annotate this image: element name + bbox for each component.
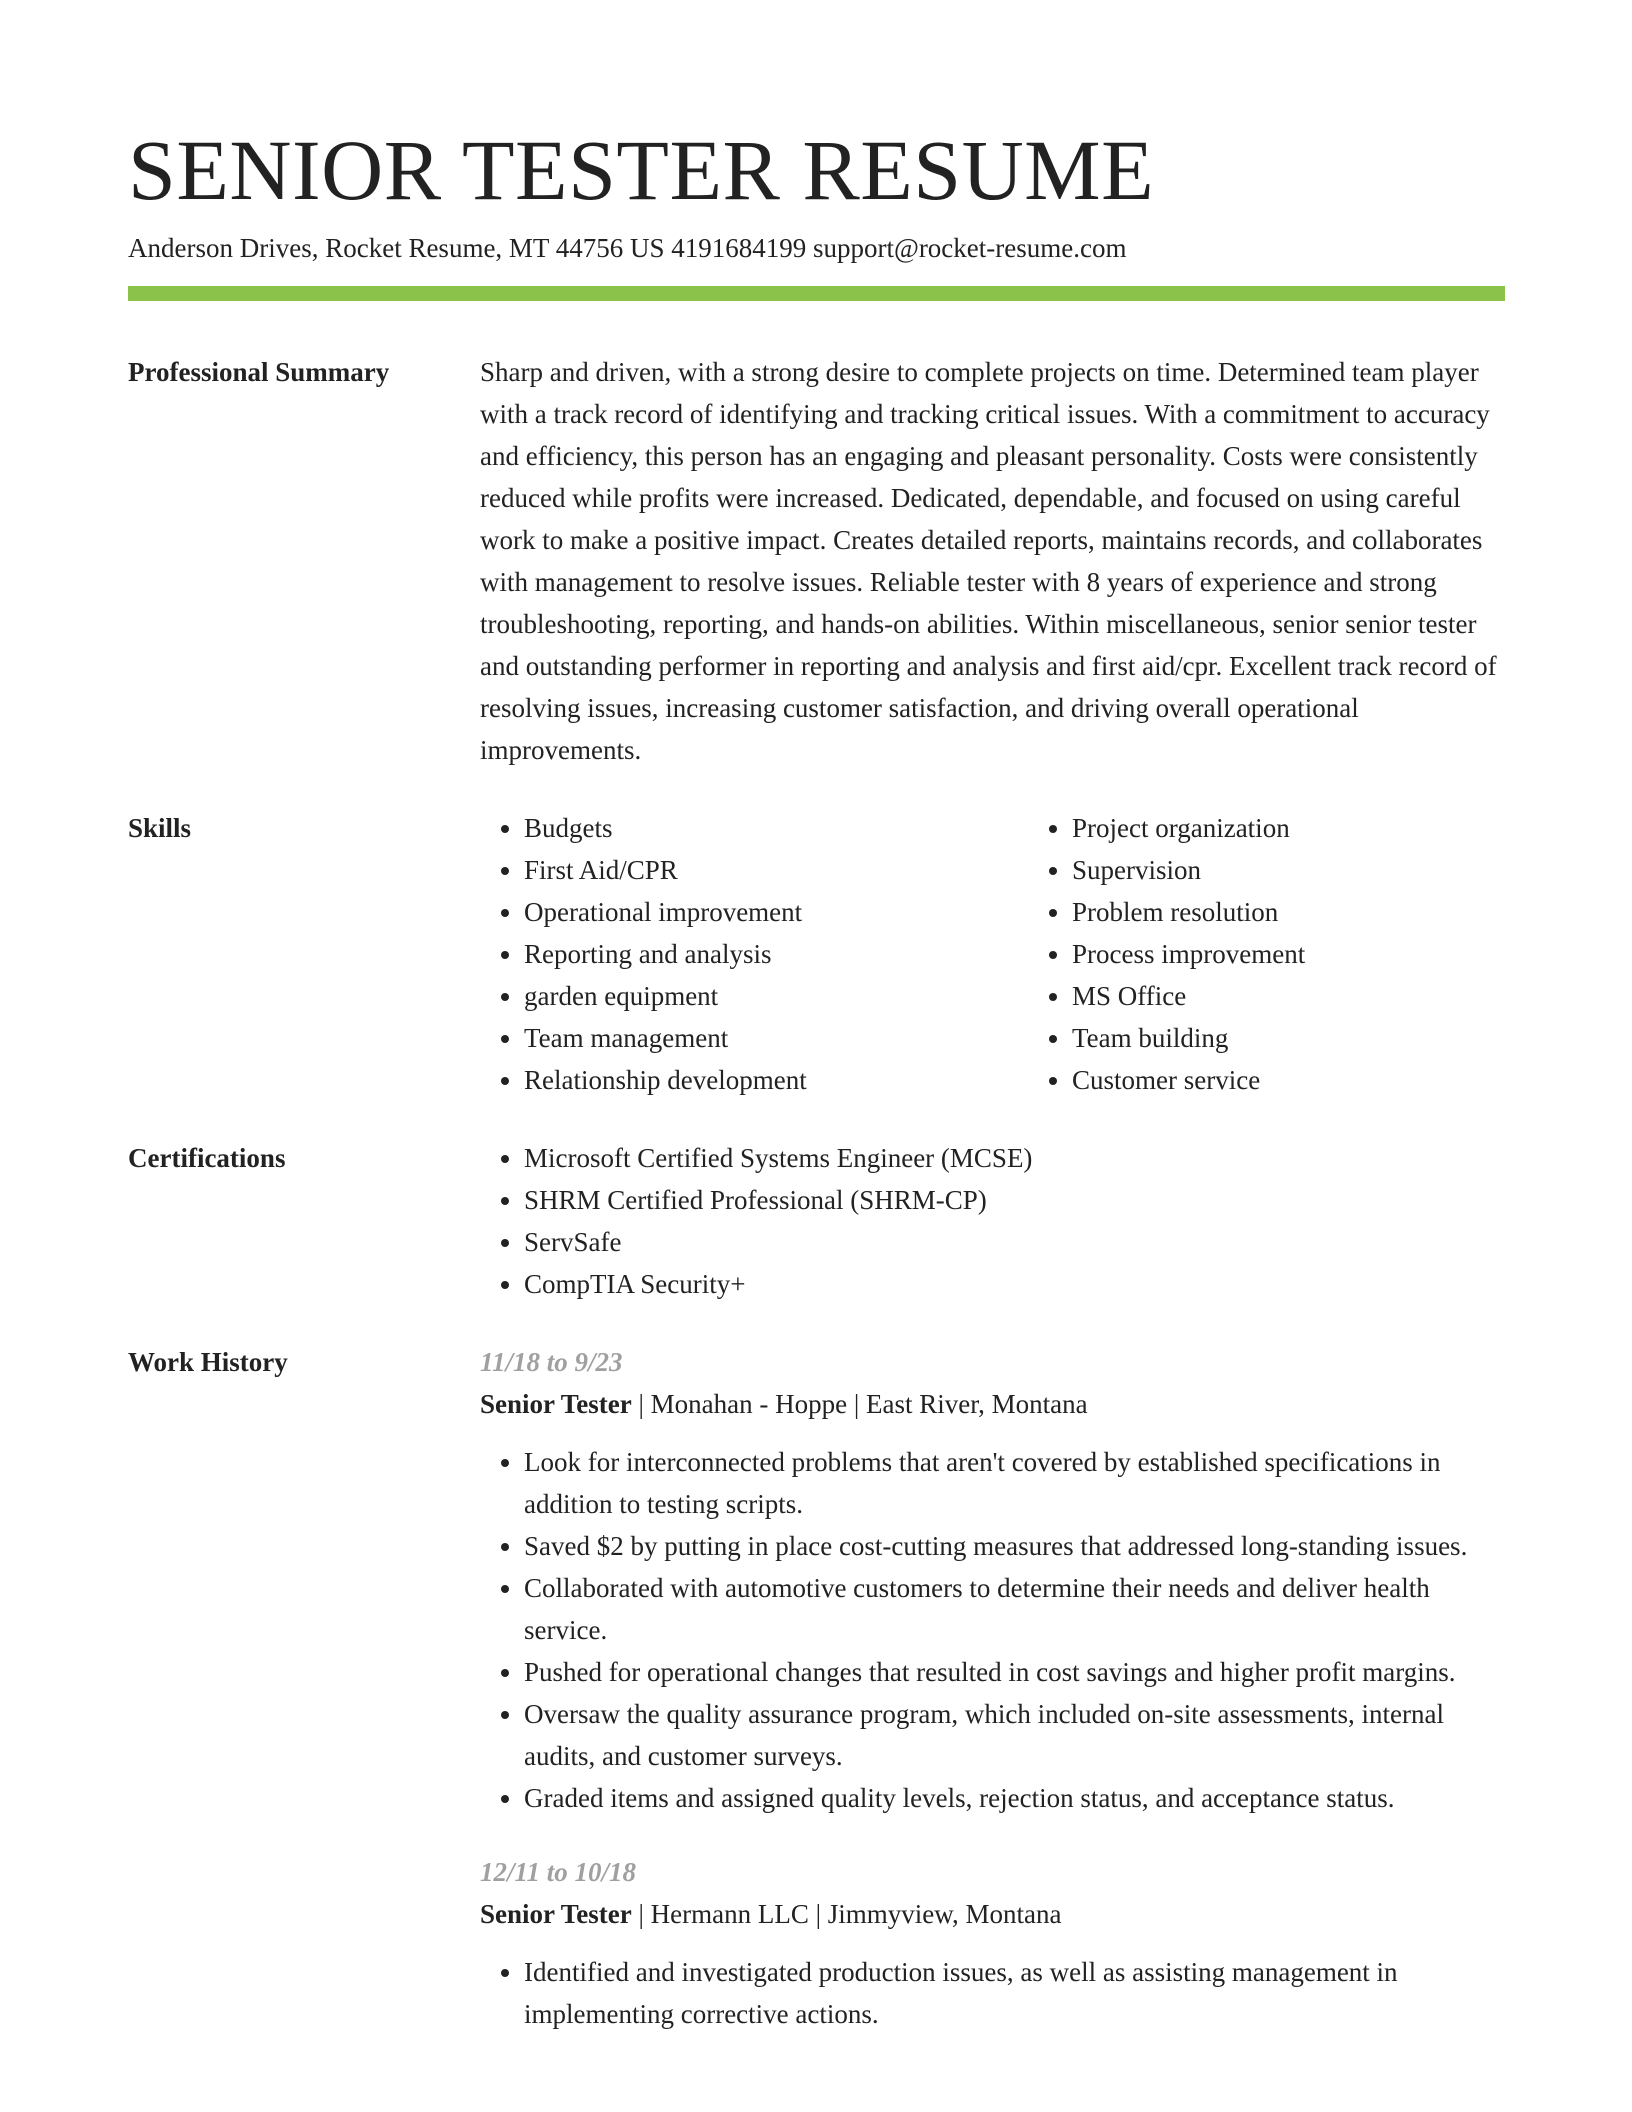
skill-item: • MS Office	[1072, 975, 1576, 1017]
job-bullet: • Oversaw the quality assurance program, which included on-site assessments, internal audits, and customer surveys.	[524, 1693, 1505, 1777]
skill-item: • Project organization	[1072, 807, 1576, 849]
section-label: Professional Summary	[128, 357, 390, 387]
job-title-line	[480, 1893, 1505, 1935]
skill-item: • Supervision	[1072, 849, 1576, 891]
section-label: Certifications	[128, 1143, 286, 1173]
skills-list-right	[1028, 807, 1576, 1101]
skill-item: • Team management	[524, 1017, 1028, 1059]
job-title: Senior Tester	[480, 1389, 632, 1419]
certifications-list	[480, 1137, 1505, 1305]
resume-page	[128, 120, 1505, 2035]
resume-title: SENIOR TESTER RESUME	[128, 122, 1155, 218]
accent-divider	[128, 286, 1505, 301]
job-bullet: • Pushed for operational changes that resulted in cost savings and higher profit margins.	[524, 1651, 1505, 1693]
section-body	[480, 1137, 1505, 1305]
section-skills	[128, 807, 1505, 1101]
summary-text: Sharp and driven, with a strong desire to complete projects on time. Determined team player with a track record of identifying and tracking critical issues. With a commitment to accuracy and efficiency, this person has an engaging and pleasant personality. Costs were consistently reduced while profits were increased. Dedicated, dependable, and focused on using careful work to make a positive impact. Creates detailed reports, maintains records, and collaborates with management to resolve issues. Reliable tester with 8 years of experience and strong troubleshooting, reporting, and hands-on abilities. Within miscellaneous, senior senior tester and outstanding performer in reporting and analysis and first aid/cpr. Excellent track record of resolving issues, increasing customer satisfaction, and driving overall operational improvements.	[480, 357, 1497, 765]
certification-item: • SHRM Certified Professional (SHRM-CP)	[524, 1179, 1505, 1221]
job-title-line	[480, 1383, 1505, 1425]
skills-grid	[480, 807, 1576, 1101]
skill-item: • Reporting and analysis	[524, 933, 1028, 975]
job-bullet: • Identified and investigated production issues, as well as assisting management in implementing corrective actions.	[524, 1951, 1505, 2035]
certification-item: • ServSafe	[524, 1221, 1505, 1263]
skill-item: • garden equipment	[524, 975, 1028, 1017]
skill-item: • Process improvement	[1072, 933, 1576, 975]
job-bullet: • Graded items and assigned quality levels, rejection status, and acceptance status.	[524, 1777, 1505, 1819]
skill-item: • Relationship development	[524, 1059, 1028, 1101]
section-work-history	[128, 1341, 1505, 2035]
section-professional-summary	[128, 351, 1505, 771]
section-label: Work History	[128, 1347, 288, 1377]
job-company-location: | Hermann LLC | Jimmyview, Montana	[631, 1899, 1062, 1929]
job-bullets	[480, 1441, 1505, 1819]
skills-list-left	[480, 807, 1028, 1101]
section-label: Skills	[128, 813, 192, 843]
contact-line: Anderson Drives, Rocket Resume, MT 44756 US 4191684199 support@rocket-resume.com	[128, 233, 1127, 263]
job-bullet: • Look for interconnected problems that aren't covered by established specifications in addition to testing scripts.	[524, 1441, 1505, 1525]
job-bullet: • Saved $2 by putting in place cost-cutting measures that addressed long-standing issues.	[524, 1525, 1505, 1567]
job-bullets	[480, 1951, 1505, 2035]
skill-item: • Customer service	[1072, 1059, 1576, 1101]
certification-item: • Microsoft Certified Systems Engineer (MCSE)	[524, 1137, 1505, 1179]
job-bullet: • Collaborated with automotive customers to determine their needs and deliver health service.	[524, 1567, 1505, 1651]
skill-item: • Budgets	[524, 807, 1028, 849]
skill-item: • Team building	[1072, 1017, 1576, 1059]
certification-item: • CompTIA Security+	[524, 1263, 1505, 1305]
skill-item: • Operational improvement	[524, 891, 1028, 933]
job-dates: 12/11 to 10/18	[480, 1857, 637, 1887]
skill-item: • First Aid/CPR	[524, 849, 1028, 891]
skill-item: • Problem resolution	[1072, 891, 1576, 933]
work-history-jobs	[480, 1341, 1505, 2035]
job-title: Senior Tester	[480, 1899, 632, 1929]
job-entry	[480, 1851, 1505, 2035]
job-company-location: | Monahan - Hoppe | East River, Montana	[631, 1389, 1088, 1419]
section-body	[480, 351, 1505, 771]
job-dates: 11/18 to 9/23	[480, 1347, 623, 1377]
section-certifications	[128, 1137, 1505, 1305]
job-entry	[480, 1341, 1505, 1819]
